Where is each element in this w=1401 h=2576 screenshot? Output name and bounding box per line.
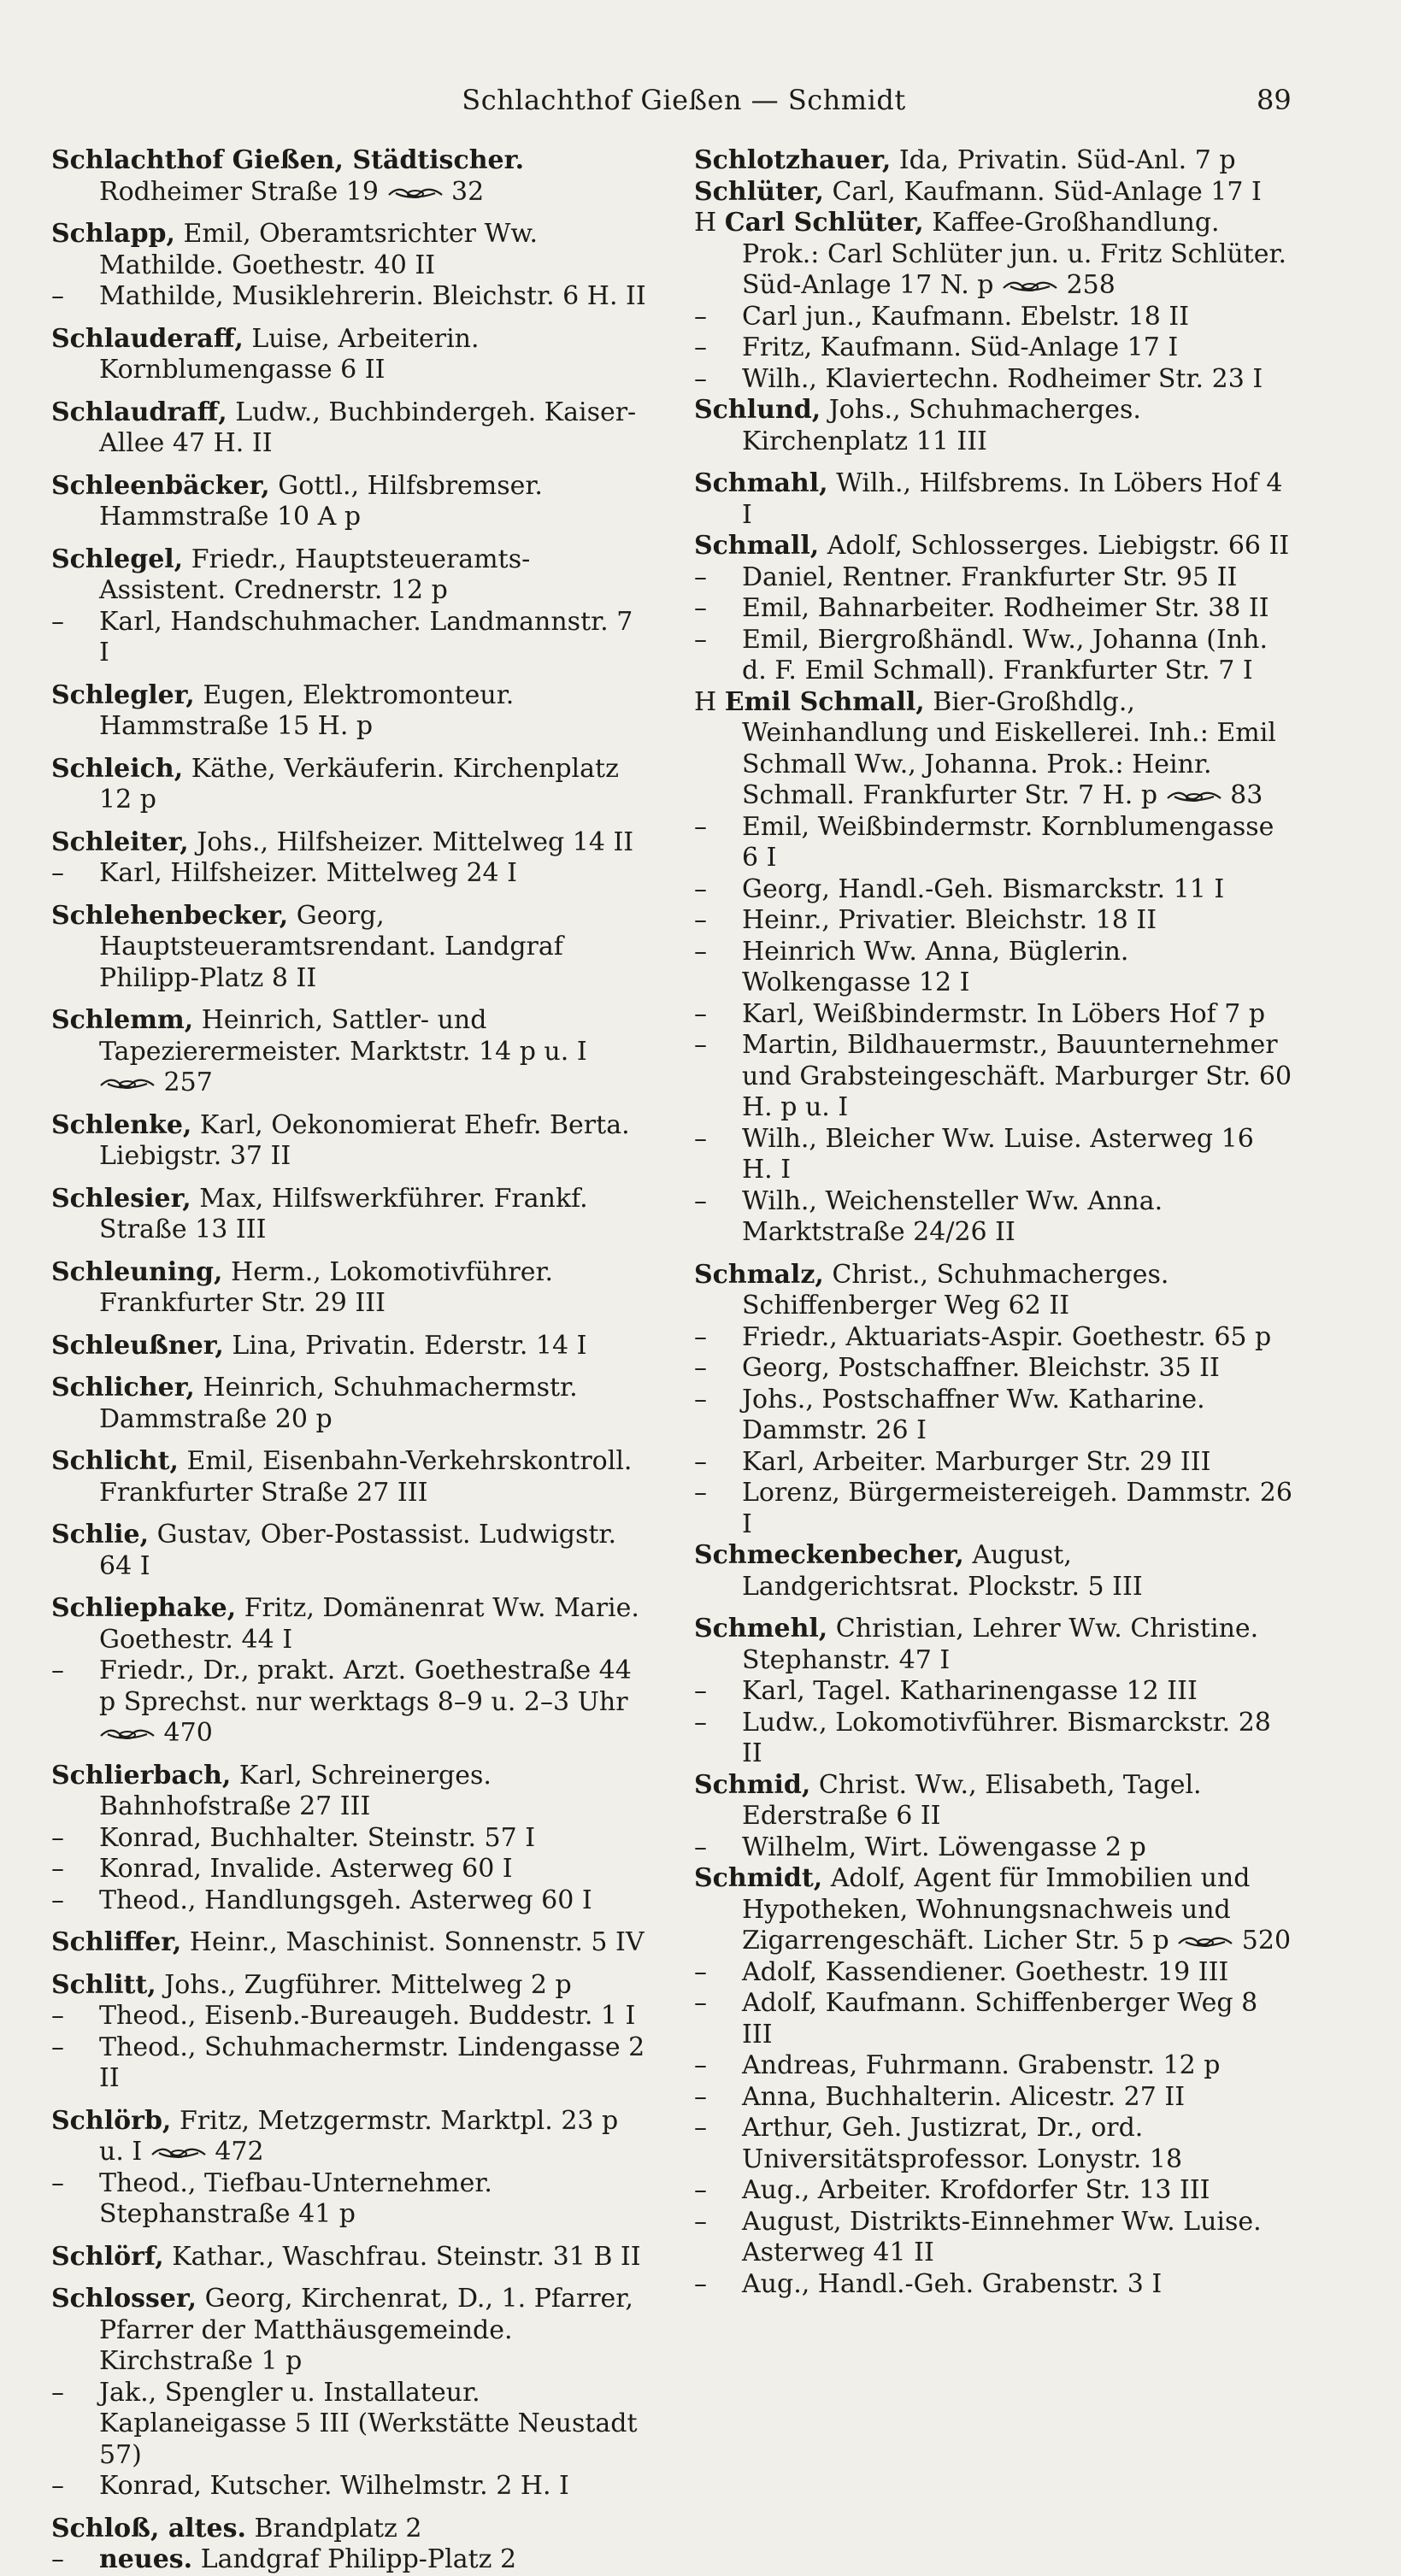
- entry-text: Aug., Handl.-Geh. Grabenstr. 3 I: [742, 2268, 1163, 2299]
- directory-entry: [694, 1447, 1292, 1479]
- entry-text: Mathilde, Musiklehrerin. Bleichstr. 6 H. II: [99, 281, 646, 311]
- entry-text: Konrad, Invalide. Asterweg 60 I: [99, 1854, 513, 1884]
- directory-entry: [694, 2269, 1292, 2301]
- entry-text: Georg, Handl.-Geh. Bismarckstr. 11 I: [742, 873, 1225, 904]
- directory-entry: [694, 1957, 1292, 1989]
- entry-text: Karl, Oekonomierat Ehefr. Berta. Liebigstr. 37 II: [99, 1109, 630, 1171]
- directory-entry: [51, 1656, 650, 1750]
- entry-text: Kathar., Waschfrau. Steinstr. 31 B II: [172, 2241, 641, 2272]
- directory-entry: [51, 901, 650, 995]
- entry-text: Adolf, Agent für Immobilien und Hypotheken, Wohnungsnachweis und Zigarrengeschäft. Licher Str. 5 p: [742, 1863, 1251, 1956]
- entry-text: Theod., Tiefbau-Unternehmer. Stephanstraße 41 p: [99, 2167, 492, 2229]
- directory-entry: [51, 2378, 650, 2472]
- entry-name: Schmahl,: [694, 468, 828, 498]
- entry-name: Schlemm,: [51, 1005, 194, 1035]
- entry-text: Karl, Weißbindermstr. In Löbers Hof 7 p: [742, 998, 1266, 1029]
- entry-text: Emil, Weißbindermstr. Kornblumengasse 6 I: [742, 811, 1274, 873]
- entry-name: Schleußner,: [51, 1330, 224, 1361]
- entry-text: Theod., Schuhmachermstr. Lindengasse 2 II: [99, 2032, 645, 2093]
- ditto-dash: –: [694, 2113, 707, 2143]
- entry-name: Schmalz,: [694, 1259, 824, 1290]
- directory-entry: [51, 2168, 650, 2231]
- directory-entry: [694, 1863, 1292, 1957]
- entry-text: Heinr., Maschinist. Sonnenstr. 5 IV: [189, 1927, 645, 1957]
- telephone-icon: [1166, 790, 1222, 803]
- entry-text: Karl, Handschuhmacher. Landmannstr. 7 I: [99, 606, 633, 668]
- ditto-dash: –: [694, 1988, 707, 2018]
- entry-text: Herm., Lokomotivführer. Frankfurter Str. 29 III: [99, 1256, 554, 1318]
- phone-number: 258: [1066, 270, 1116, 300]
- entry-text: Ludw., Buchbindergeh. Kaiser-Allee 47 H. II: [99, 397, 637, 458]
- entry-name: Schlehenbecker,: [51, 900, 289, 931]
- entry-text: Ida, Privatin. Süd-Anl. 7 p: [898, 145, 1236, 175]
- entry-name: Schlosser,: [51, 2284, 197, 2314]
- directory-entry: [694, 1478, 1292, 1540]
- entry-text: Bier-Großhdlg., Weinhandlung und Eiskellerei. Inh.: Emil Schmall Ww., Johanna. Prok.: Heinr. Schmall. Frankfurter Str. 7 H. p: [742, 686, 1276, 810]
- directory-entry: [51, 858, 650, 890]
- entry-text: Lorenz, Bürgermeistereigeh. Dammstr. 26 I: [742, 1478, 1292, 1539]
- directory-entry: [694, 531, 1292, 562]
- directory-entry: [694, 874, 1292, 906]
- directory-entry: [51, 397, 650, 460]
- entry-text: Konrad, Buchhalter. Steinstr. 57 I: [99, 1822, 536, 1853]
- directory-entry: [51, 2284, 650, 2378]
- entry-text: Christian, Lehrer Ww. Christine. Stephanstr. 47 I: [742, 1614, 1259, 1675]
- ditto-dash: –: [694, 2206, 707, 2237]
- entry-text: Fritz, Metzgermstr. Marktpl. 23 p u. I: [99, 2105, 619, 2167]
- directory-entry: [51, 145, 650, 208]
- entry-text: Christ. Ww., Elisabeth, Tagel. Ederstraße 6 II: [742, 1769, 1202, 1831]
- ditto-dash: –: [694, 1321, 707, 1352]
- firm-name: Emil Schmall,: [724, 686, 925, 717]
- entry-text: Gottl., Hilfsbremser. Hammstraße 10 A p: [99, 470, 543, 532]
- ditto-dash: –: [51, 2032, 64, 2062]
- ditto-dash: –: [694, 873, 707, 904]
- entry-text: Karl, Schreinerges. Bahnhofstraße 27 III: [99, 1760, 492, 1821]
- directory-entry: [51, 1823, 650, 1855]
- ditto-dash: –: [694, 1707, 707, 1738]
- entry-name: Schmidt,: [694, 1863, 823, 1893]
- entry-text: Ludw., Lokomotivführer. Bismarckstr. 28 II: [742, 1707, 1271, 1768]
- ditto-dash: –: [51, 1885, 64, 1915]
- entry-text: Fritz, Kaufmann. Süd-Anlage 17 I: [742, 332, 1179, 362]
- directory-entry: [694, 625, 1292, 687]
- directory-entry: [51, 2001, 650, 2032]
- directory-entry: [51, 1593, 650, 1656]
- directory-entry: [694, 905, 1292, 937]
- entry-text: Karl, Arbeiter. Marburger Str. 29 III: [742, 1446, 1211, 1477]
- telephone-icon: [99, 1077, 156, 1091]
- entry-name: Schlüter,: [694, 176, 824, 207]
- entry-text: Emil, Biergroßhändl. Ww., Johanna (Inh. d. F. Emil Schmall). Frankfurter Str. 7 I: [742, 624, 1269, 685]
- telephone-icon: [387, 186, 444, 200]
- directory-entry: [51, 1520, 650, 1582]
- entry-text: Wilh., Weichensteller Ww. Anna. Marktstraße 24/26 II: [742, 1185, 1163, 1247]
- directory-entry: [694, 208, 1292, 302]
- directory-entry: [51, 2471, 650, 2502]
- entry-text: Adolf, Kassendiener. Goethestr. 19 III: [742, 1956, 1229, 1987]
- left-column: [51, 145, 650, 2576]
- entry-text: Rodheimer Straße 19: [99, 176, 379, 207]
- entry-text: Heinrich Ww. Anna, Büglerin. Wolkengasse 12 I: [742, 936, 1129, 997]
- entry-name: Schlierbach,: [51, 1760, 232, 1791]
- entry-text: Christ., Schuhmacherges. Schiffenberger Weg 62 II: [742, 1259, 1169, 1320]
- directory-entry: [694, 1186, 1292, 1249]
- entry-text: Heinr., Privatier. Bleichstr. 18 II: [742, 905, 1157, 935]
- entry-text: Anna, Buchhalterin. Alicestr. 27 II: [742, 2081, 1186, 2112]
- directory-entry: [51, 1854, 650, 1885]
- directory-entry: [51, 607, 650, 669]
- directory-entry: [694, 2207, 1292, 2269]
- ditto-dash: –: [694, 1123, 707, 1154]
- entry-text: Johs., Schuhmacherges. Kirchenplatz 11 III: [742, 395, 1141, 456]
- entry-text: Andreas, Fuhrmann. Grabenstr. 12 p: [742, 2050, 1221, 2080]
- page-header-title: Schlachthof Gießen — Schmidt: [462, 84, 906, 116]
- directory-entry: [51, 1446, 650, 1509]
- ditto-dash: –: [694, 363, 707, 394]
- ditto-dash: –: [694, 1478, 707, 1508]
- ditto-dash: –: [694, 1956, 707, 1987]
- ditto-dash: –: [694, 2081, 707, 2112]
- directory-entry: [51, 2032, 650, 2095]
- phone-number: 32: [451, 176, 485, 207]
- ditto-dash: –: [694, 1185, 707, 1216]
- directory-entry: [51, 471, 650, 533]
- entry-name: Schleenbäcker,: [51, 470, 270, 501]
- ditto-dash: –: [694, 2268, 707, 2299]
- entry-name: Schlund,: [694, 395, 821, 425]
- ditto-dash: –: [694, 624, 707, 655]
- entry-text: Carl jun., Kaufmann. Ebelstr. 18 II: [742, 301, 1190, 332]
- directory-entry: [694, 1260, 1292, 1322]
- entry-name: Schmehl,: [694, 1614, 828, 1644]
- entry-name: Schlotzhauer,: [694, 145, 892, 175]
- directory-entry: [694, 1322, 1292, 1354]
- ditto-dash: –: [51, 606, 64, 637]
- directory-entry: [51, 281, 650, 313]
- directory-entry: [51, 1970, 650, 2002]
- directory-entry: [694, 468, 1292, 531]
- phone-number: 470: [163, 1718, 213, 1748]
- entry-text: Wilh., Hilfsbrems. In Löbers Hof 4 I: [742, 468, 1283, 530]
- directory-entry: [694, 812, 1292, 874]
- entry-text: Wilhelm, Wirt. Löwengasse 2 p: [742, 1832, 1146, 1862]
- entry-text: Emil, Eisenbahn-Verkehrskontroll. Frankfurter Straße 27 III: [99, 1446, 633, 1508]
- ditto-dash: –: [51, 2377, 64, 2408]
- ditto-dash: –: [694, 811, 707, 842]
- entry-text: Konrad, Kutscher. Wilhelmstr. 2 H. I: [99, 2471, 569, 2501]
- directory-entry: [694, 1385, 1292, 1447]
- ditto-dash: –: [51, 281, 64, 311]
- entry-name: Schlicher,: [51, 1373, 195, 1403]
- phone-number: 257: [163, 1067, 213, 1097]
- directory-entry: [694, 1676, 1292, 1708]
- ditto-dash: –: [694, 1832, 707, 1862]
- entry-text: Lina, Privatin. Ederstr. 14 I: [232, 1330, 587, 1361]
- entry-text: Max, Hilfswerkführer. Frankf. Straße 13 III: [99, 1183, 588, 1244]
- directory-entry: [51, 754, 650, 816]
- directory-entry: [51, 324, 650, 386]
- entry-text: August, Landgerichtsrat. Plockstr. 5 III: [742, 1540, 1143, 1602]
- directory-entry: [51, 2544, 650, 2576]
- entry-name: Schlapp,: [51, 219, 175, 249]
- entry-text: Georg, Postschaffner. Bleichstr. 35 II: [742, 1353, 1220, 1383]
- ditto-dash: –: [51, 1854, 64, 1884]
- firm-marker: H: [694, 686, 717, 717]
- entry-text: Johs., Zugführer. Mittelweg 2 p: [164, 1969, 572, 2000]
- entry-name: Schleich,: [51, 753, 184, 784]
- ditto-dash: –: [51, 1656, 64, 1685]
- entry-text: Adolf, Kaufmann. Schiffenberger Weg 8 III: [742, 1988, 1258, 2050]
- phone-number: 520: [1241, 1926, 1292, 1956]
- entry-name: Schlesier,: [51, 1183, 191, 1214]
- entry-text: Friedr., Aktuariats-Aspir. Goethestr. 65 p: [742, 1321, 1272, 1352]
- directory-entry: [694, 687, 1292, 812]
- directory-entry: [694, 1708, 1292, 1770]
- directory-entry: [694, 562, 1292, 594]
- entry-name: neues.: [99, 2544, 193, 2574]
- directory-entry: [51, 1927, 650, 1959]
- entry-text: Landgraf Philipp-Platz 2: [200, 2544, 517, 2574]
- entry-text: Friedr., Dr., prakt. Arzt. Goethestraße 44 p Sprechst. nur werktags 8–9 u. 2–3 Uhr: [99, 1656, 632, 1717]
- ditto-dash: –: [694, 1446, 707, 1477]
- entry-text: Emil, Bahnarbeiter. Rodheimer Str. 38 II: [742, 593, 1269, 623]
- entry-text: Fritz, Domänenrat Ww. Marie. Goethestr. 44 I: [99, 1593, 639, 1655]
- entry-name: Schlegler,: [51, 679, 195, 710]
- entry-text: August, Distrikts-Einnehmer Ww. Luise. Asterweg 41 II: [742, 2206, 1262, 2267]
- ditto-dash: –: [694, 2050, 707, 2080]
- ditto-dash: –: [694, 301, 707, 332]
- entry-name: Schlenke,: [51, 1109, 192, 1140]
- entry-text: Johs., Hilfsheizer. Mittelweg 14 II: [197, 826, 634, 857]
- directory-entry: [694, 1540, 1292, 1603]
- ditto-dash: –: [51, 858, 64, 888]
- entry-name: Schlie,: [51, 1520, 150, 1550]
- directory-entry: [694, 302, 1292, 333]
- directory-entry: [51, 1005, 650, 1099]
- entry-name: Schleiter,: [51, 826, 189, 857]
- entry-name: Schlörf,: [51, 2241, 164, 2272]
- directory-entry: [694, 332, 1292, 364]
- entry-name: Schlachthof Gießen, Städtischer.: [51, 145, 525, 175]
- entry-text: Aug., Arbeiter. Krofdorfer Str. 13 III: [742, 2175, 1210, 2205]
- entry-text: Wilh., Klaviertechn. Rodheimer Str. 23 I: [742, 363, 1263, 394]
- entry-text: Daniel, Rentner. Frankfurter Str. 95 II: [742, 562, 1238, 592]
- entry-name: Schlaudraff,: [51, 397, 227, 427]
- directory-entry: [694, 364, 1292, 396]
- directory-entry: [694, 145, 1292, 177]
- directory-entry: [694, 2050, 1292, 2082]
- entry-text: Käthe, Verkäuferin. Kirchenplatz 12 p: [99, 753, 619, 815]
- entry-text: Georg, Kirchenrat, D., 1. Pfarrer, Pfarrer der Matthäusgemeinde. Kirchstraße 1 p: [99, 2284, 633, 2376]
- directory-entry: [694, 1988, 1292, 2050]
- entry-text: Brandplatz 2: [254, 2513, 422, 2544]
- entry-text: Arthur, Geh. Justizrat, Dr., ord. Universitätsprofessor. Lonystr. 18: [742, 2113, 1183, 2174]
- ditto-dash: –: [694, 1384, 707, 1414]
- directory-entry: [694, 1614, 1292, 1676]
- directory-entry: [694, 1832, 1292, 1864]
- ditto-dash: –: [694, 936, 707, 967]
- directory-entry: [51, 1257, 650, 1320]
- ditto-dash: –: [694, 998, 707, 1029]
- entry-name: Schlauderaff,: [51, 323, 244, 354]
- phone-number: 472: [215, 2137, 264, 2167]
- entry-text: Friedr., Hauptsteueramts-Assistent. Crednerstr. 12 p: [99, 544, 531, 605]
- entry-name: Schlicht,: [51, 1446, 179, 1476]
- directory-entry: [694, 177, 1292, 209]
- entry-text: Wilh., Bleicher Ww. Luise. Asterweg 16 H. I: [742, 1123, 1254, 1185]
- entry-text: Adolf, Schlosserges. Liebigstr. 66 II: [827, 531, 1290, 561]
- entry-name: Schlitt,: [51, 1969, 156, 2000]
- ditto-dash: –: [694, 332, 707, 362]
- ditto-dash: –: [694, 1030, 707, 1060]
- entry-text: Georg, Hauptsteueramtsrendant. Landgraf Philipp-Platz 8 II: [99, 900, 563, 993]
- directory-entry: [51, 2514, 650, 2545]
- entry-name: Schmall,: [694, 531, 820, 561]
- entry-name: Schmeckenbecher,: [694, 1540, 964, 1570]
- entry-name: Schloß, altes.: [51, 2513, 246, 2544]
- firm-name: Carl Schlüter,: [724, 208, 924, 238]
- firm-marker: H: [694, 208, 717, 238]
- directory-entry: [51, 1885, 650, 1917]
- directory-entry: [694, 395, 1292, 457]
- directory-entry: [694, 1353, 1292, 1385]
- directory-entry: [694, 1124, 1292, 1186]
- directory-entry: [694, 2113, 1292, 2175]
- ditto-dash: –: [694, 1676, 707, 1706]
- directory-entry: [694, 593, 1292, 625]
- directory-entry: [694, 937, 1292, 999]
- entry-text: Karl, Hilfsheizer. Mittelweg 24 I: [99, 858, 518, 888]
- directory-entry: [51, 827, 650, 859]
- ditto-dash: –: [694, 562, 707, 592]
- entry-text: Karl, Tagel. Katharinengasse 12 III: [742, 1676, 1198, 1706]
- entry-name: Schmid,: [694, 1769, 811, 1800]
- entry-text: Johs., Postschaffner Ww. Katharine. Dammstr. 26 I: [742, 1384, 1205, 1445]
- directory-entry: [51, 1761, 650, 1823]
- right-column: [694, 145, 1292, 2300]
- entry-name: Schlörb,: [51, 2105, 172, 2136]
- telephone-icon: [99, 1727, 156, 1741]
- directory-entry: [694, 1030, 1292, 1124]
- ditto-dash: –: [51, 2471, 64, 2501]
- phone-number: 83: [1230, 780, 1263, 810]
- telephone-icon: [1177, 1935, 1233, 1949]
- entry-name: Schliephake,: [51, 1593, 237, 1623]
- directory-entry: [694, 2082, 1292, 2114]
- entry-text: Jak., Spengler u. Installateur. Kaplaneigasse 5 III (Werkstätte Neustadt 57): [99, 2377, 638, 2470]
- directory-entry: [51, 544, 650, 607]
- ditto-dash: –: [694, 905, 707, 935]
- directory-entry: [51, 680, 650, 743]
- ditto-dash: –: [51, 1822, 64, 1853]
- entry-text: Emil, Oberamtsrichter Ww. Mathilde. Goethestr. 40 II: [99, 219, 539, 280]
- directory-entry: [51, 2242, 650, 2273]
- entry-text: Eugen, Elektromonteur. Hammstraße 15 H. p: [99, 679, 515, 741]
- telephone-icon: [150, 2146, 207, 2160]
- entry-text: Heinrich, Schuhmachermstr. Dammstraße 20 p: [99, 1373, 578, 1434]
- entry-text: Martin, Bildhauermstr., Bauunternehmer und Grabsteingeschäft. Marburger Str. 60 H. p u. I: [742, 1030, 1292, 1122]
- telephone-icon: [1002, 279, 1058, 293]
- page-number: 89: [1257, 84, 1292, 116]
- directory-entry: [51, 1373, 650, 1435]
- entry-text: Gustav, Ober-Postassist. Ludwigstr. 64 I: [99, 1520, 616, 1581]
- directory-entry: [51, 2106, 650, 2168]
- entry-text: Theod., Handlungsgeh. Asterweg 60 I: [99, 1885, 592, 1915]
- entry-text: Carl, Kaufmann. Süd-Anlage 17 I: [832, 176, 1262, 207]
- directory-entry: [51, 1184, 650, 1246]
- ditto-dash: –: [51, 2544, 64, 2574]
- directory-entry: [51, 1110, 650, 1173]
- entry-name: Schliffer,: [51, 1927, 182, 1957]
- ditto-dash: –: [51, 2001, 64, 2031]
- directory-entry: [51, 1331, 650, 1362]
- entry-text: Luise, Arbeiterin. Kornblumengasse 6 II: [99, 323, 480, 385]
- entry-text: Heinrich, Sattler- und Tapezierermeister. Marktstr. 14 p u. I: [99, 1005, 587, 1067]
- entry-name: Schleuning,: [51, 1256, 223, 1287]
- directory-entry: [694, 2175, 1292, 2207]
- ditto-dash: –: [51, 2167, 64, 2198]
- entry-text: Kaffee-Großhandlung. Prok.: Carl Schlüter jun. u. Fritz Schlüter. Süd-Anlage 17 N. p: [742, 208, 1287, 300]
- directory-entry: [694, 999, 1292, 1031]
- directory-entry: [694, 1770, 1292, 1832]
- directory-entry: [51, 219, 650, 281]
- ditto-dash: –: [694, 2175, 707, 2205]
- entry-name: Schlegel,: [51, 544, 184, 574]
- entry-text: Theod., Eisenb.-Bureaugeh. Buddestr. 1 I: [99, 2001, 636, 2031]
- ditto-dash: –: [694, 593, 707, 623]
- ditto-dash: –: [694, 1353, 707, 1383]
